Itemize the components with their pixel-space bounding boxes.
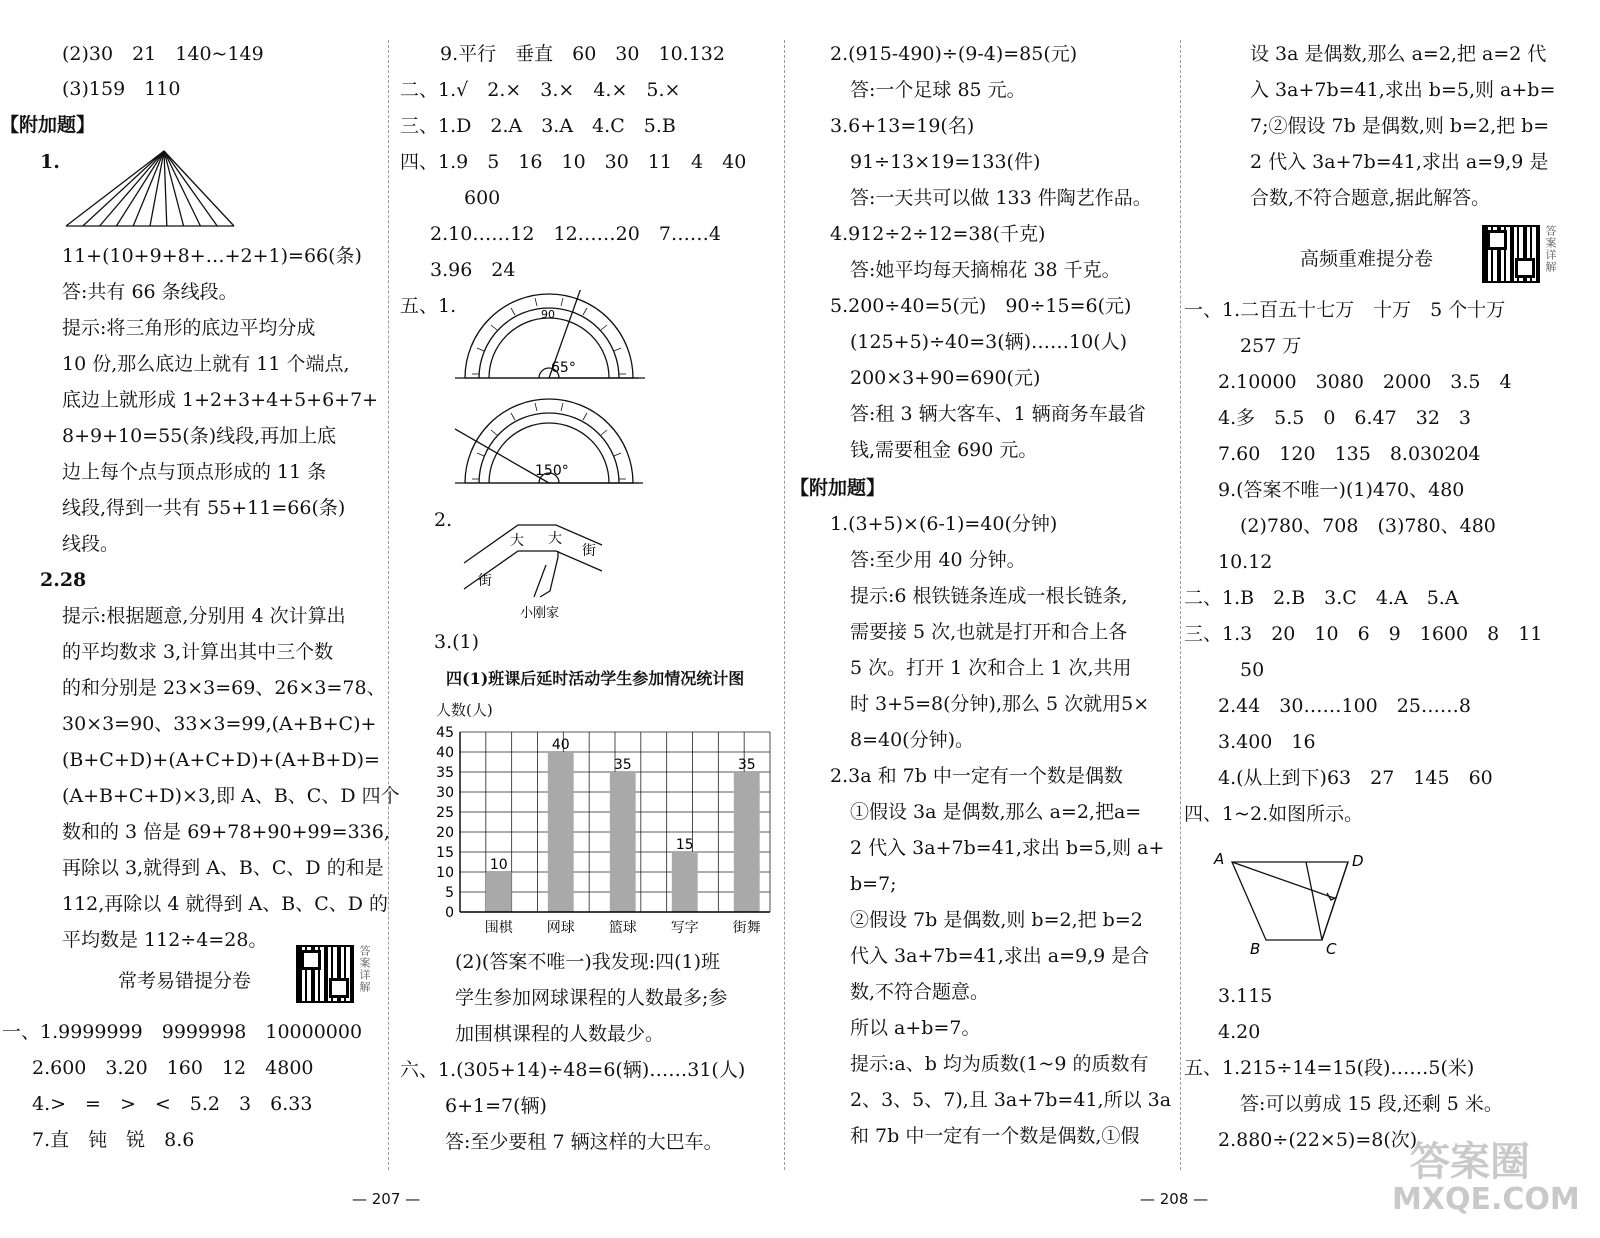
answer-line: 答:至少要租 7 辆这样的大巴车。 xyxy=(445,1131,723,1153)
y-tick-label: 20 xyxy=(436,825,454,841)
hint-line: 时 3+5=8(分钟),那么 5 次就用5× xyxy=(850,693,1150,715)
answer-line: ①假设 3a 是偶数,那么 a=2,把a= xyxy=(850,801,1142,823)
vertex-label: D xyxy=(1352,852,1364,870)
column-divider xyxy=(784,40,785,1170)
section-title: 常考易错提分卷 xyxy=(118,970,252,992)
hint-line: 8=40(分钟)。 xyxy=(850,729,975,751)
answer-line: 3.(1) xyxy=(434,631,480,653)
answer-line: 4.多 5.5 0 6.47 32 3 xyxy=(1218,407,1472,429)
hint-line: 数和的 3 倍是 69+78+90+99=336, xyxy=(62,821,390,843)
protractor-figure-2 xyxy=(455,395,645,491)
answer-line: 二、1.√ 2.× 3.× 4.× 5.× xyxy=(400,79,681,101)
y-tick-label: 25 xyxy=(436,805,454,821)
data-label: 15 xyxy=(675,837,694,853)
hint-line: 线段。 xyxy=(62,533,120,555)
street-label: 街 xyxy=(478,573,492,589)
qr-code-icon[interactable] xyxy=(1482,225,1540,283)
answer-line: 答:可以剪成 15 段,还剩 5 米。 xyxy=(1240,1093,1503,1115)
answer-line: 4.(从上到下)63 27 145 60 xyxy=(1218,767,1493,789)
y-tick-label: 45 xyxy=(436,725,454,741)
street-map-figure xyxy=(460,505,630,625)
section-title: 高频重难提分卷 xyxy=(1300,248,1434,270)
bar xyxy=(548,752,574,912)
vertex-label: C xyxy=(1326,940,1337,958)
hint-line: 平均数是 112÷4=28。 xyxy=(62,929,268,951)
hint-line: 提示:将三角形的底边平均分成 xyxy=(62,317,316,339)
data-label: 35 xyxy=(613,757,632,773)
bar-chart xyxy=(420,718,790,940)
x-tick-label: 街舞 xyxy=(732,920,761,936)
x-tick-label: 围棋 xyxy=(484,920,513,936)
vertex-label: B xyxy=(1250,940,1261,958)
answer-line: 3.115 xyxy=(1218,985,1273,1007)
answer-line: 11+(10+9+8+…+2+1)=66(条) xyxy=(62,245,362,267)
protractor-figure-1 xyxy=(455,290,645,386)
angle-label: 65° xyxy=(551,360,576,376)
answer-line: 7.直 钝 锐 8.6 xyxy=(32,1129,195,1151)
column-divider xyxy=(388,40,389,1170)
answer-line: 2.10000 3080 2000 3.5 4 xyxy=(1218,371,1512,393)
answer-line: (2)780、708 (3)780、480 xyxy=(1240,515,1496,537)
answer-line: 600 xyxy=(464,187,501,209)
protractor-tick-label: 90 xyxy=(541,308,555,321)
answer-line: ②假设 7b 是偶数,则 b=2,把 b=2 xyxy=(850,909,1143,931)
question-number: 1. xyxy=(40,151,60,173)
answer-line: b=7; xyxy=(850,873,897,895)
answer-line: 2.44 30……100 25……8 xyxy=(1218,695,1472,717)
answer-line: 六、1.(305+14)÷48=6(辆)……31(人) xyxy=(400,1059,746,1081)
hint-line: 提示:根据题意,分别用 4 次计算出 xyxy=(62,605,346,627)
answer-line: 257 万 xyxy=(1240,335,1302,357)
hint-line: 8+9+10=55(条)线段,再加上底 xyxy=(62,425,337,447)
hint-line: 边上每个点与顶点形成的 11 条 xyxy=(62,461,327,483)
qr-label: 答案详解 xyxy=(358,945,371,993)
answer-line: 2.28 xyxy=(40,569,87,591)
y-tick-label: 35 xyxy=(436,765,454,781)
qr-label: 答案详解 xyxy=(1544,225,1557,273)
x-tick-label: 网球 xyxy=(546,920,575,936)
page-number-right: — 208 — xyxy=(1140,1190,1209,1208)
hint-line: 的和分别是 23×3=69、26×3=78、 xyxy=(62,677,386,699)
answer-line: 三、1.D 2.A 3.A 4.C 5.B xyxy=(400,115,676,137)
answer-line: 代入 3a+7b=41,求出 a=9,9 是合 xyxy=(850,945,1150,967)
answer-line: 钱,需要租金 690 元。 xyxy=(850,439,1038,461)
answer-line: 答:至少用 40 分钟。 xyxy=(850,549,1026,571)
bar xyxy=(486,872,512,912)
watermark-logo: 答案圈 xyxy=(1410,1139,1530,1185)
chart-ylabel: 人数(人) xyxy=(436,701,493,719)
answer-line: 6+1=7(辆) xyxy=(445,1095,547,1117)
answer-line: 所以 a+b=7。 xyxy=(850,1017,981,1039)
answer-line: 50 xyxy=(1240,659,1265,681)
answer-line: 二、1.B 2.B 3.C 4.A 5.A xyxy=(1184,587,1459,609)
answer-line: 10.12 xyxy=(1218,551,1273,573)
hint-line: 需要接 5 次,也就是打开和合上各 xyxy=(850,621,1128,643)
y-tick-label: 10 xyxy=(436,865,454,881)
hint-line: 112,再除以 4 就得到 A、B、C、D 的 xyxy=(62,893,389,915)
data-label: 35 xyxy=(737,757,756,773)
y-tick-label: 5 xyxy=(445,885,454,901)
answer-line: 三、1.3 20 10 6 9 1600 8 11 xyxy=(1184,623,1543,645)
chart-title: 四(1)班课后延时活动学生参加情况统计图 xyxy=(446,669,745,688)
answer-line: 一、1.二百五十七万 十万 5 个十万 xyxy=(1184,299,1506,321)
answer-line: 一、1.9999999 9999998 10000000 xyxy=(2,1021,363,1043)
y-tick-label: 0 xyxy=(445,905,454,921)
answer-line: 学生参加网球课程的人数最多;参 xyxy=(455,987,728,1009)
answer-line: (2)30 21 140~149 xyxy=(62,43,264,65)
watermark-url: MXQE.COM xyxy=(1392,1182,1580,1217)
hint-line: (A+B+C+D)×3,即 A、B、C、D 四个 xyxy=(62,785,400,807)
hint-line: 7;②假设 7b 是偶数,则 b=2,把 b= xyxy=(1250,115,1550,137)
hint-line: 提示:6 根铁链条连成一根长链条, xyxy=(850,585,1128,607)
answer-line: 答:一天共可以做 133 件陶艺作品。 xyxy=(850,187,1152,209)
answer-line: 4.20 xyxy=(1218,1021,1261,1043)
answer-line: 答:共有 66 条线段。 xyxy=(62,281,238,303)
answer-line: 7.60 120 135 8.030204 xyxy=(1218,443,1481,465)
data-label: 40 xyxy=(551,737,570,753)
answer-line: 1.(3+5)×(6-1)=40(分钟) xyxy=(830,513,1058,535)
section-heading: 【附加题】 xyxy=(790,477,886,499)
y-tick-label: 15 xyxy=(436,845,454,861)
hint-line: 提示:a、b 均为质数(1~9 的质数有 xyxy=(850,1053,1149,1075)
hint-line: 的平均数求 3,计算出其中三个数 xyxy=(62,641,334,663)
bar xyxy=(672,852,698,912)
answer-line: 2. xyxy=(434,509,453,531)
answer-line: 答:她平均每天摘棉花 38 千克。 xyxy=(850,259,1121,281)
vertex-label: A xyxy=(1214,850,1225,868)
section-heading: 【附加题】 xyxy=(0,114,96,136)
street-label: 大 xyxy=(548,531,562,547)
x-tick-label: 篮球 xyxy=(608,920,637,936)
answer-line: 2 代入 3a+7b=41,求出 b=5,则 a+ xyxy=(850,837,1165,859)
answer-line: 2.10……12 12……20 7……4 xyxy=(430,223,722,245)
page-number-left: — 207 — xyxy=(352,1190,421,1208)
answer-line: 3.6+13=19(名) xyxy=(830,115,975,137)
hint-line: 10 份,那么底边上就有 11 个端点, xyxy=(62,353,350,375)
answer-line: 4.912÷2÷12=38(千克) xyxy=(830,223,1046,245)
answer-line: 数,不符合题意。 xyxy=(850,981,990,1003)
answer-line: 四、1~2.如图所示。 xyxy=(1184,803,1364,825)
answer-line: 答:一个足球 85 元。 xyxy=(850,79,1026,101)
hint-line: 设 3a 是偶数,那么 a=2,把 a=2 代 xyxy=(1250,43,1547,65)
column-divider xyxy=(1180,40,1181,1170)
answer-line: 3.400 16 xyxy=(1218,731,1316,753)
answer-line: 9.(答案不唯一)(1)470、480 xyxy=(1218,479,1465,501)
angle-label: 150° xyxy=(535,463,569,479)
answer-line: 9.平行 垂直 60 30 10.132 xyxy=(440,43,725,65)
answer-line: (3)159 110 xyxy=(62,78,181,100)
answer-line: 3.96 24 xyxy=(430,259,516,281)
answer-line: 加围棋课程的人数最少。 xyxy=(455,1023,665,1045)
bar xyxy=(734,772,760,912)
hint-line: 和 7b 中一定有一个数是偶数,①假 xyxy=(850,1125,1140,1147)
hint-line: 2、3、5、7),且 3a+7b=41,所以 3a xyxy=(850,1089,1172,1111)
hint-line: 2 代入 3a+7b=41,求出 a=9,9 是 xyxy=(1250,151,1549,173)
hint-line: (B+C+D)+(A+C+D)+(A+B+D)= xyxy=(62,749,380,771)
y-tick-label: 30 xyxy=(436,785,454,801)
triangle-segments-figure xyxy=(62,148,242,230)
answer-line: 五、1. xyxy=(400,295,457,317)
bar xyxy=(610,772,636,912)
hint-line: 30×3=90、33×3=99,(A+B+C)+ xyxy=(62,713,377,735)
street-label: 大 xyxy=(510,533,524,549)
answer-line: (2)(答案不唯一)我发现:四(1)班 xyxy=(455,951,721,973)
home-label: 小刚家 xyxy=(520,606,560,621)
data-label: 10 xyxy=(489,857,508,873)
answer-line: 91÷13×19=133(件) xyxy=(850,151,1041,173)
answer-line: 答:租 3 辆大客车、1 辆商务车最省 xyxy=(850,403,1146,425)
hint-line: 底边上就形成 1+2+3+4+5+6+7+ xyxy=(62,389,379,411)
answer-line: (125+5)÷40=3(辆)……10(人) xyxy=(850,331,1128,353)
qr-code-icon[interactable] xyxy=(296,945,354,1003)
hint-line: 5 次。打开 1 次和合上 1 次,共用 xyxy=(850,657,1132,679)
street-label: 街 xyxy=(582,543,596,559)
answer-line: 2.880÷(22×5)=8(次) xyxy=(1218,1129,1418,1151)
answer-line: 2.(915-490)÷(9-4)=85(元) xyxy=(830,43,1078,65)
answer-line: 4.> = > < 5.2 3 6.33 xyxy=(32,1093,313,1115)
x-tick-label: 写字 xyxy=(670,920,699,936)
answer-line: 2.3a 和 7b 中一定有一个数是偶数 xyxy=(830,765,1123,787)
hint-line: 线段,得到一共有 55+11=66(条) xyxy=(62,497,346,519)
y-tick-label: 40 xyxy=(436,745,454,761)
answer-line: 200×3+90=690(元) xyxy=(850,367,1041,389)
hint-line: 合数,不符合题意,据此解答。 xyxy=(1250,187,1491,209)
answer-line: 2.600 3.20 160 12 4800 xyxy=(32,1057,314,1079)
hint-line: 再除以 3,就得到 A、B、C、D 的和是 xyxy=(62,857,384,879)
answer-line: 五、1.215÷14=15(段)……5(米) xyxy=(1184,1057,1475,1079)
answer-line: 四、1.9 5 16 10 30 11 4 40 xyxy=(400,151,747,173)
hint-line: 入 3a+7b=41,求出 b=5,则 a+b= xyxy=(1250,79,1556,101)
trapezoid-figure xyxy=(1210,840,1370,960)
answer-line: 5.200÷40=5(元) 90÷15=6(元) xyxy=(830,295,1132,317)
